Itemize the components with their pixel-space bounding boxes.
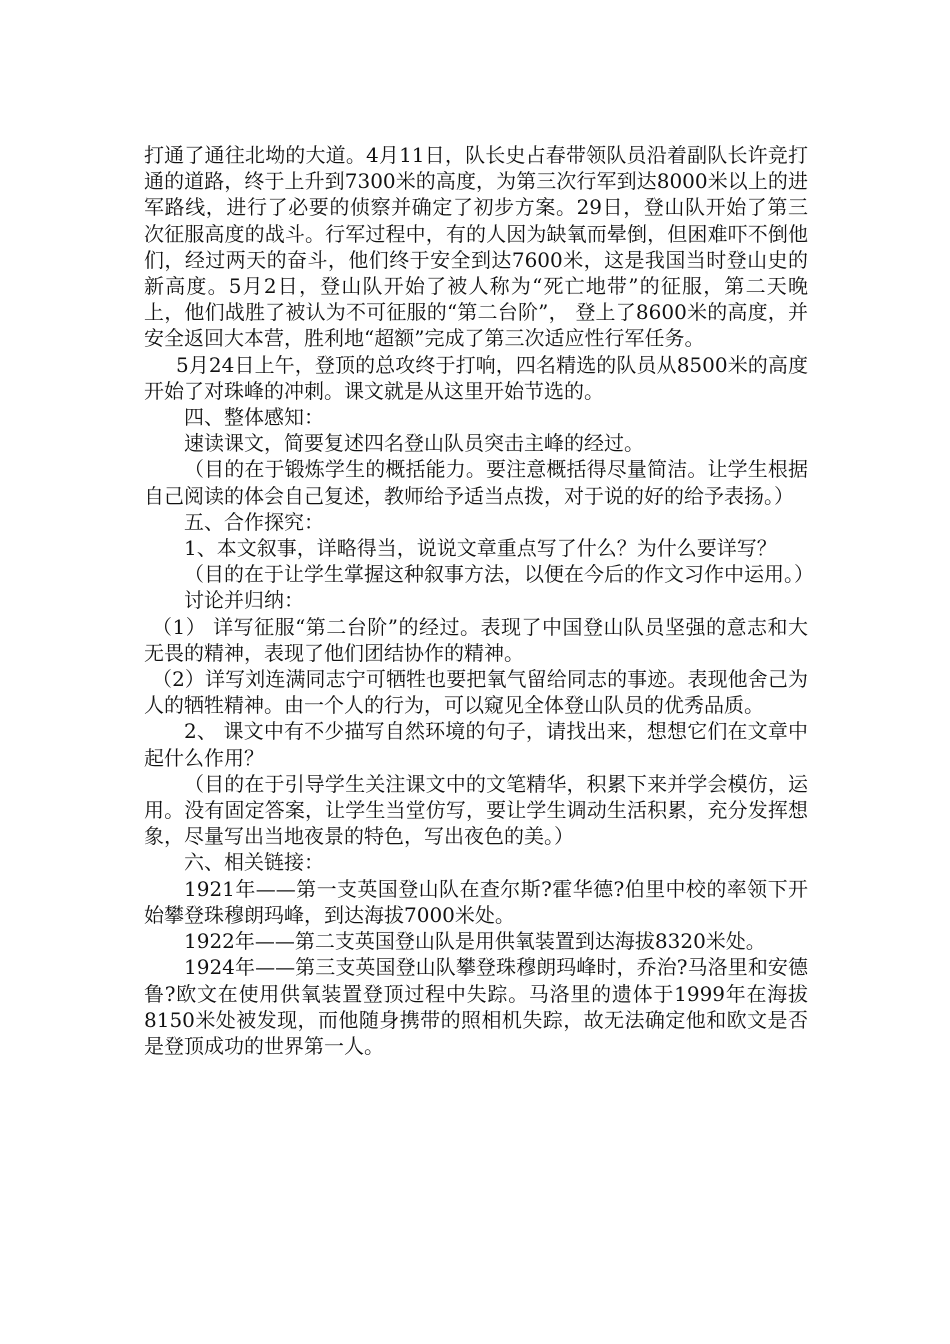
paragraph-purpose-summary: （目的在于锻炼学生的概括能力。要注意概括得尽量简洁。让学生根据自己阅读的体会自己复述，教师给予适当点拨，对于说的好的给予表扬。） — [144, 457, 808, 508]
question-detail-focus: 1、本文叙事，详略得当，说说文章重点写了什么？为什么要详写？ — [184, 536, 777, 561]
question-natural-environment: 2、 课文中有不少描写自然环境的句子，请找出来，想想它们在文章中起什么作用？ — [144, 719, 808, 770]
heading-overall-perception: 四、整体感知： — [184, 405, 324, 430]
paragraph-speed-reading: 速读课文，简要复述四名登山队员突击主峰的经过。 — [184, 431, 644, 456]
document-page — [144, 142, 814, 1059]
paragraph-third-march: 打通了通往北坳的大道。4月11日，队长史占春带领队员沿着副队长许竞打通的道路，终于上升到7300米的高度，为第三次行军到达8000米以上的进军路线，进行了必要的侦察并确定了初步方案。29日，登山队开始了第三次征服高度的战斗。行军过程中，有的人因为缺氧而晕倒，但困难吓不倒他们，经过两天的奋斗，他们终于安全到达7600米，这是我国当时登山史的新高度。5月2日，登山队开始了被人称为“死亡地带”的征服，第二天晚上，他们战胜了被认为不可征服的“第二台阶”， 登上了8600米的高度，并安全返回大本营，胜利地“超额”完成了第三次适应性行军任务。 — [144, 143, 808, 351]
point-liu-lianman: （2）详写刘连满同志宁可牺牲也要把氧气留给同志的事迹。表现他舍己为人的牺牲精神。由一个人的行为，可以窥见全体登山队员的优秀品质。 — [144, 667, 808, 718]
history-1924: 1924年——第三支英国登山队攀登珠穆朗玛峰时，乔治?马洛里和安德鲁?欧文在使用供氧装置登顶过程中失踪。马洛里的遗体于1999年在海拔8150米处被发现，而他随身携带的照相机失踪，故无法确定他和欧文是否是登顶成功的世界第一人。 — [144, 955, 808, 1058]
heading-cooperative-inquiry: 五、合作探究： — [184, 509, 324, 534]
paragraph-summit-assault: 5月24日上午，登顶的总攻终于打响，四名精选的队员从8500米的高度开始了对珠峰的冲刺。课文就是从这里开始节选的。 — [144, 352, 808, 403]
history-1922: 1922年——第二支英国登山队是用供氧装置到达海拔8320米处。 — [184, 929, 766, 954]
paragraph-purpose-imitation: （目的在于引导学生关注课文中的文笔精华，积累下来并学会模仿，运用。没有固定答案，让学生当堂仿写，要让学生调动生活积累，充分发挥想象，尽量写出当地夜景的特色，写出夜色的美。） — [144, 771, 808, 849]
heading-related-links: 六、相关链接： — [184, 850, 324, 875]
paragraph-purpose-narration: （目的在于让学生掌握这种叙事方法，以便在今后的作文习作中运用。） — [184, 562, 814, 587]
history-1921: 1921年——第一支英国登山队在查尔斯?霍华德?伯里中校的率领下开始攀登珠穆朗玛峰，到达海拔7000米处。 — [144, 876, 808, 927]
heading-discuss-conclude: 讨论并归纳： — [184, 588, 304, 613]
point-second-step: （1） 详写征服“第二台阶”的经过。表现了中国登山队员坚强的意志和大无畏的精神，表现了他们团结协作的精神。 — [144, 614, 808, 665]
